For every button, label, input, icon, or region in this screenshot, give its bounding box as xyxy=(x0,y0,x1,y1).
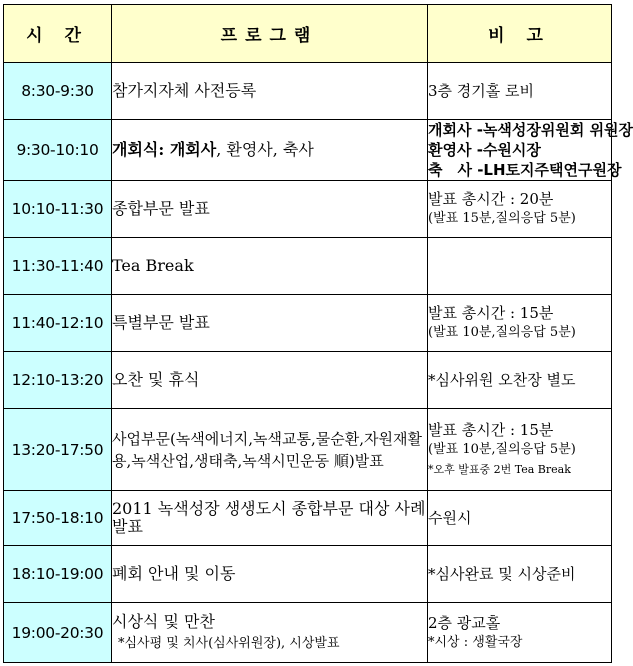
note-cell: *심사위원 오찬장 별도 xyxy=(428,352,612,409)
note-cell xyxy=(428,181,612,238)
note-cell: 수원시 xyxy=(428,491,612,546)
program-cell xyxy=(112,120,428,181)
program-cell: Tea Break xyxy=(112,238,428,295)
program-main-text: 시상식 및 만찬 xyxy=(112,611,215,631)
time-cell: 19:00-20:30 xyxy=(4,603,112,663)
note-cell xyxy=(428,120,633,181)
program-cell: 참가지자체 사전등록 xyxy=(112,63,428,120)
program-sub-text: *심사평 및 치사(심사위원장), 시상발표 xyxy=(118,635,340,651)
table-row xyxy=(4,181,612,238)
note-line: (발표 10분,질의응답 5분) xyxy=(428,325,576,340)
time-cell: 11:40-12:10 xyxy=(4,295,112,352)
table-row xyxy=(4,409,612,491)
program-rest-text: , 환영사, 축사 xyxy=(216,140,314,159)
note-line: 발표 총시간 : 20분 xyxy=(428,190,554,208)
program-cell xyxy=(112,603,428,663)
program-cell: 폐회 안내 및 이동 xyxy=(112,546,428,603)
note-line: 환영사 -수원시장 xyxy=(428,141,541,159)
note-line: 발표 총시간 : 15분 xyxy=(428,304,554,322)
note-cell: *심사완료 및 시상준비 xyxy=(428,546,612,603)
time-cell: 8:30-9:30 xyxy=(4,63,112,120)
note-line: 발표 총시간 : 15분 xyxy=(428,420,554,439)
time-cell: 9:30-10:10 xyxy=(4,120,112,181)
note-line: 축 사 -LH토지주택연구원장 xyxy=(428,161,622,179)
header-program: 프로그램 xyxy=(112,5,428,63)
note-cell xyxy=(428,409,612,491)
program-bold-text: 개회식: 개회사 xyxy=(112,140,217,159)
table-row xyxy=(4,295,612,352)
table-header-row xyxy=(4,5,612,63)
program-cell: 사업부문(녹색에너지,녹색교통,물순환,자원재활용,녹색산업,생태축,녹색시민운동 順)발표 xyxy=(112,409,428,491)
note-line: (발표 15분,질의응답 5분) xyxy=(428,211,576,226)
program-cell: 2011 녹색성장 생생도시 종합부문 대상 사례발표 xyxy=(112,491,428,546)
time-cell: 11:30-11:40 xyxy=(4,238,112,295)
program-cell: 오찬 및 휴식 xyxy=(112,352,428,409)
table-row xyxy=(4,603,612,663)
time-cell: 17:50-18:10 xyxy=(4,491,112,546)
note-line: *오후 발표중 2번 Tea Break xyxy=(428,462,571,476)
note-line: *시상 : 생활국장 xyxy=(428,634,523,650)
header-note: 비 고 xyxy=(428,5,612,63)
note-line: 개회사 -녹색성장위원회 위원장 xyxy=(428,121,633,139)
time-cell: 13:20-17:50 xyxy=(4,409,112,491)
program-cell: 특별부문 발표 xyxy=(112,295,428,352)
note-cell xyxy=(428,295,612,352)
note-cell xyxy=(428,238,612,295)
table-row xyxy=(4,63,612,120)
note-line: (발표 10분,질의응답 5분) xyxy=(428,441,576,457)
header-time: 시 간 xyxy=(4,5,112,63)
note-line: 2층 광교홀 xyxy=(428,613,501,632)
table-row xyxy=(4,491,612,546)
note-cell: 3층 경기홀 로비 xyxy=(428,63,612,120)
table-row xyxy=(4,120,612,181)
program-cell: 종합부문 발표 xyxy=(112,181,428,238)
table-row xyxy=(4,238,612,295)
schedule-table xyxy=(3,4,633,663)
table-row xyxy=(4,546,612,603)
time-cell: 10:10-11:30 xyxy=(4,181,112,238)
table-row xyxy=(4,352,612,409)
note-cell xyxy=(428,603,612,663)
time-cell: 18:10-19:00 xyxy=(4,546,112,603)
time-cell: 12:10-13:20 xyxy=(4,352,112,409)
